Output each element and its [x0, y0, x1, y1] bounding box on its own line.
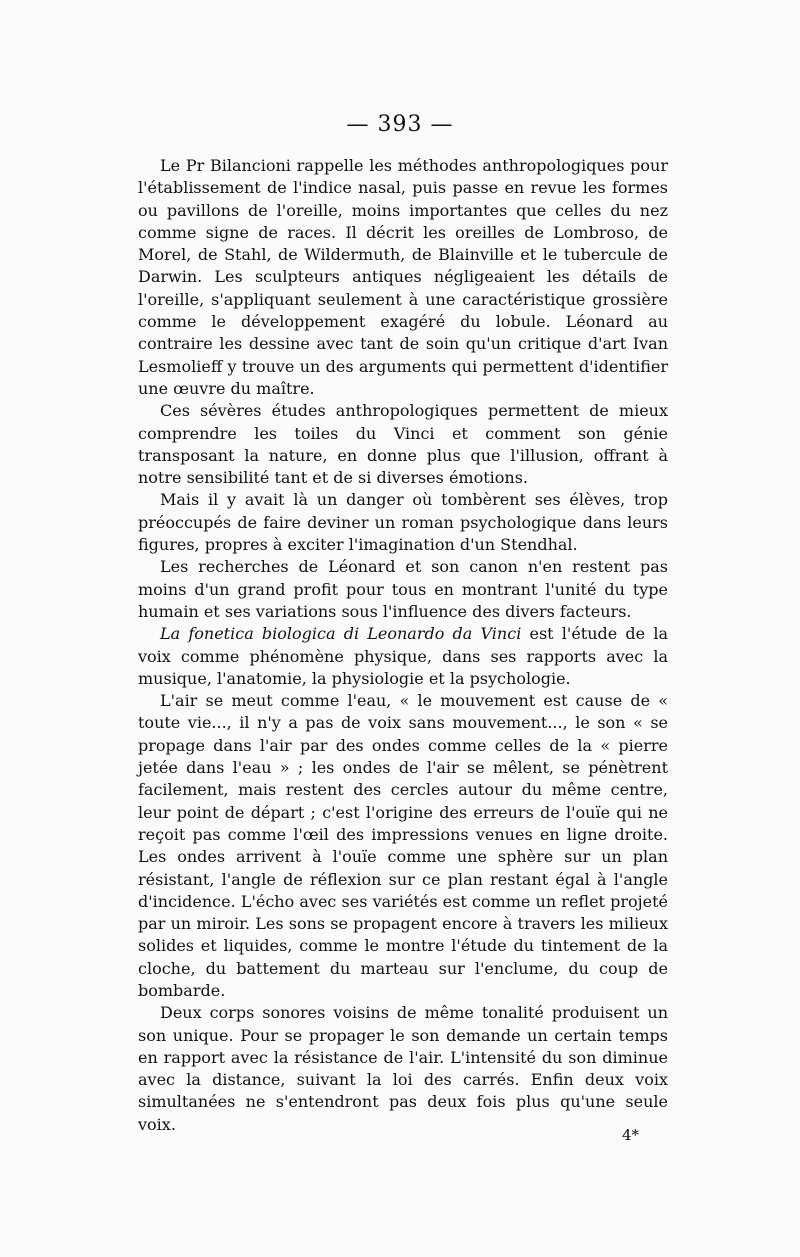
- page-body: [138, 155, 668, 1136]
- paragraph: L'air se meut comme l'eau, « le mouvement est cause de « toute vie..., il n'y a pas de voix sans mouvement..., le son « se propage dans l'air par des ondes comme celles de la « pierre jetée dans l'eau » ; les ondes de l'air se mêlent, se pénètrent facilement, mais restent des cercles autour du même centre, leur point de départ ; c'est l'origine des erreurs de l'ouïe qui ne reçoit pas comme l'œil des impressions venues en ligne droite. Les ondes arrivent à l'ouïe comme une sphère sur un plan résistant, l'angle de réflexion sur ce plan restant égal à l'angle d'incidence. L'écho avec ses variétés est comme un reflet projeté par un miroir. Les sons se propagent encore à travers les milieux solides et liquides, comme le montre l'étude du tintement de la cloche, du battement du marteau sur l'enclume, du coup de bombarde.: [138, 691, 668, 1000]
- paragraph: Mais il y avait là un danger où tombèrent ses élèves, trop préoccupés de faire deviner un roman psychologique dans leurs figures, propres à exciter l'imagination d'un Stendhal.: [138, 490, 668, 555]
- paragraph: Les recherches de Léonard et son canon n'en restent pas moins d'un grand profit pour tous en montrant l'unité du type humain et ses variations sous l'influence des divers facteurs.: [138, 557, 668, 621]
- paragraph: Le Pr Bilancioni rappelle les méthodes anthropologiques pour l'établissement de l'indice nasal, puis passe en revue les formes ou pavillons de l'oreille, moins importantes que celles du nez comme signe de races. Il décrit les oreilles de Lombroso, de Morel, de Stahl, de Wildermuth, de Blainville et le tubercule de Darwin. Les sculpteurs antiques négligeaient les détails de l'oreille, s'appliquant seulement à une caractéristique grossière comme le développement exagéré du lobule. Léonard au contraire les dessine avec tant de soin qu'un critique d'art Ivan Lesmolieff y trouve un des arguments qui permettent d'identifier une œuvre du maître.: [138, 156, 668, 398]
- paragraph-text: est l'étude de la voix comme phénomène physique, dans ses rapports avec la musique, l'anatomie, la physiologie et la psychologie.: [138, 624, 668, 688]
- book-title: La fonetica biologica di Leonardo da Vinci: [160, 624, 522, 644]
- signature-mark: 4*: [622, 1126, 640, 1144]
- paragraph: [138, 623, 668, 690]
- paragraph: Deux corps sonores voisins de même tonalité produisent un son unique. Pour se propager le son demande un certain temps en rapport avec la résistance de l'air. L'intensité du son diminue avec la distance, suivant la loi des carrés. Enfin deux voix simultanées ne s'entendront pas deux fois plus qu'une seule voix.: [138, 1003, 668, 1134]
- page-number: — 393 —: [346, 112, 454, 137]
- paragraph: Ces sévères études anthropologiques permettent de mieux comprendre les toiles du Vinci et comment son génie transposant la nature, en donne plus que l'illusion, offrant à notre sensibilité tant et de si diverses émotions.: [138, 401, 668, 488]
